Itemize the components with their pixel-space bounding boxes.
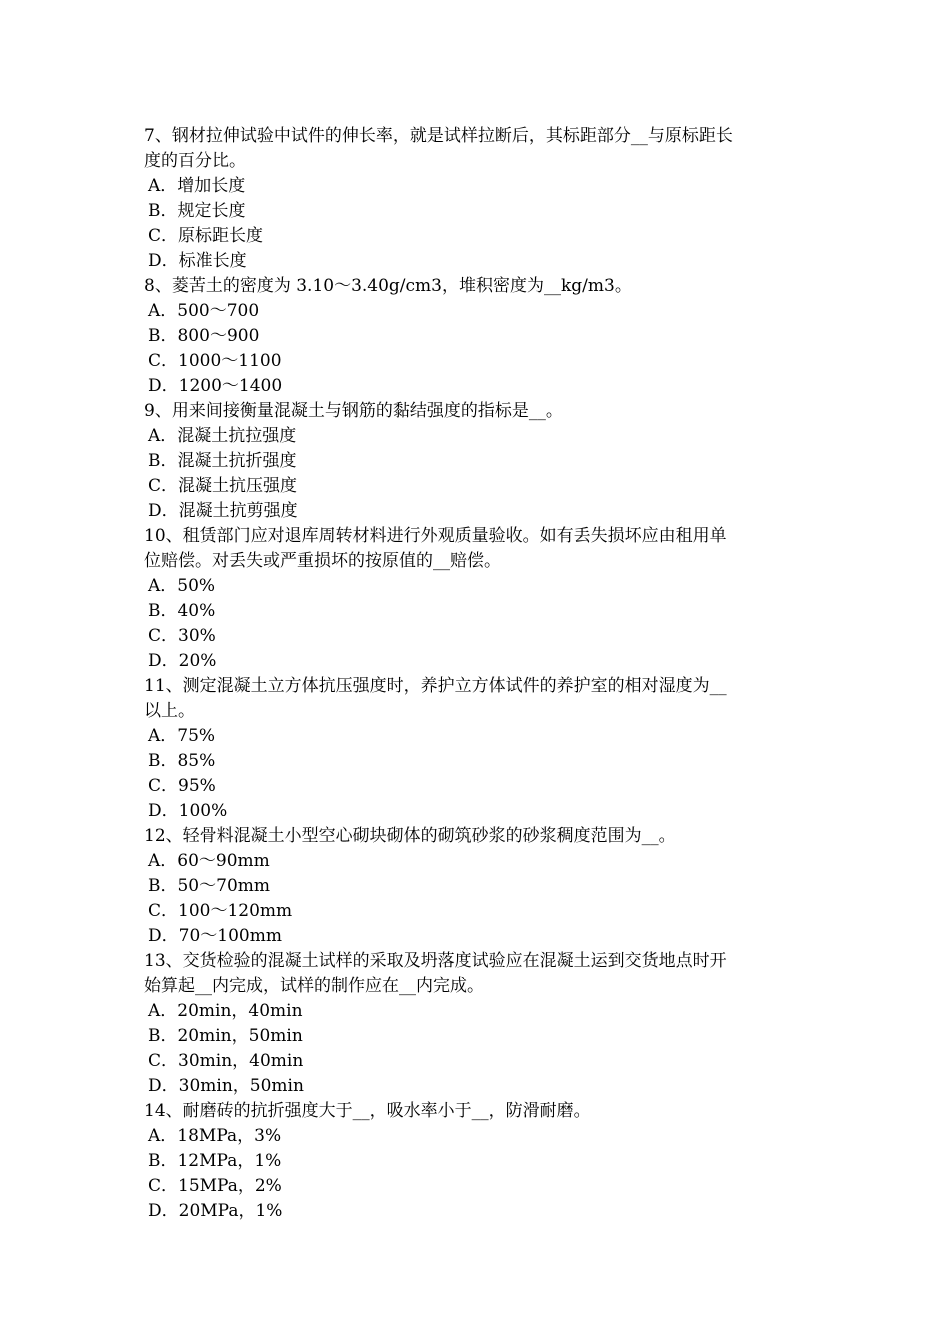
option-c: C．30min，40min: [148, 1051, 304, 1071]
question-text: 12、轻骨料混凝土小型空心砌块砌体的砌筑砂浆的砂浆稠度范围为__。: [144, 826, 676, 846]
option-c: C．15MPa，2%: [148, 1176, 282, 1196]
option-a: A．20min，40min: [148, 1001, 303, 1021]
question-text: 始算起__内完成，试样的制作应在__内完成。: [144, 976, 484, 996]
question-text: 8、菱苦土的密度为 3.10～3.40g/cm3，堆积密度为__kg/m3。: [144, 276, 632, 296]
option-d: D．30min，50min: [148, 1076, 304, 1096]
question-12: [144, 824, 810, 949]
option-c: C．100～120mm: [148, 901, 293, 921]
question-list: [144, 124, 810, 1224]
question-9: [144, 399, 810, 524]
question-text: 11、测定混凝土立方体抗压强度时，养护立方体试件的养护室的相对湿度为__: [144, 676, 727, 696]
option-b: B．12MPa，1%: [148, 1151, 282, 1171]
option-c: C．30%: [148, 626, 216, 646]
question-8: [144, 274, 810, 399]
option-a: A．18MPa，3%: [148, 1126, 282, 1146]
option-d: D．100%: [148, 801, 228, 821]
option-d: D．70～100mm: [148, 926, 282, 946]
option-c: C．95%: [148, 776, 216, 796]
option-a: A．75%: [148, 726, 216, 746]
option-d: D．标准长度: [148, 251, 247, 271]
option-b: B．规定长度: [148, 201, 246, 221]
question-13: [144, 949, 810, 1099]
question-text: 14、耐磨砖的抗折强度大于__，吸水率小于__，防滑耐磨。: [144, 1101, 591, 1121]
question-text: 9、用来间接衡量混凝土与钢筋的黏结强度的指标是__。: [144, 401, 563, 421]
question-7: [144, 124, 810, 274]
question-text: 10、租赁部门应对退库周转材料进行外观质量验收。如有丢失损坏应由租用单: [144, 526, 727, 546]
option-b: B．40%: [148, 601, 216, 621]
option-d: D．混凝土抗剪强度: [148, 501, 298, 521]
option-d: D．1200～1400: [148, 376, 283, 396]
option-d: D．20MPa，1%: [148, 1201, 283, 1221]
option-b: B．50～70mm: [148, 876, 270, 896]
question-10: [144, 524, 810, 674]
question-text: 7、钢材拉伸试验中试件的伸长率，就是试样拉断后，其标距部分__与原标距长: [144, 126, 733, 146]
option-b: B．混凝土抗折强度: [148, 451, 297, 471]
option-b: B．85%: [148, 751, 216, 771]
question-text: 13、交货检验的混凝土试样的采取及坍落度试验应在混凝土运到交货地点时开: [144, 951, 727, 971]
option-a: A．混凝土抗拉强度: [148, 426, 297, 446]
option-a: A．50%: [148, 576, 216, 596]
option-a: A．增加长度: [148, 176, 246, 196]
question-14: [144, 1099, 810, 1224]
question-text: 度的百分比。: [144, 151, 246, 171]
option-c: C．混凝土抗压强度: [148, 476, 298, 496]
option-b: B．800～900: [148, 326, 260, 346]
option-d: D．20%: [148, 651, 217, 671]
question-text: 位赔偿。对丢失或严重损坏的按原值的__赔偿。: [144, 551, 501, 571]
question-text: 以上。: [144, 701, 195, 721]
option-b: B．20min，50min: [148, 1026, 303, 1046]
option-c: C．1000～1100: [148, 351, 282, 371]
option-a: A．60～90mm: [148, 851, 270, 871]
option-c: C．原标距长度: [148, 226, 264, 246]
option-a: A．500～700: [148, 301, 260, 321]
question-11: [144, 674, 810, 824]
